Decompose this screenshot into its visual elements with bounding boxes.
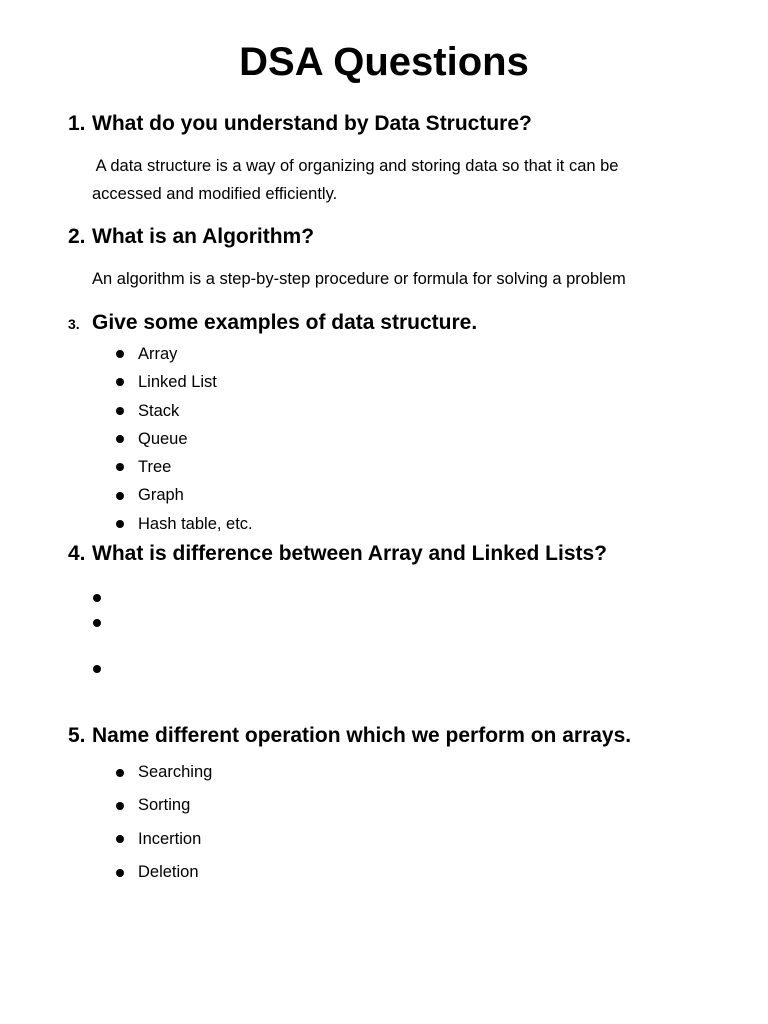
array-operations-list [112, 756, 212, 889]
bullet-icon [116, 435, 124, 443]
list-item: Incertion [112, 823, 212, 856]
list-item: Stack [112, 397, 253, 425]
question-number: 1. [68, 112, 86, 135]
bullet-icon [116, 869, 124, 877]
question-4-heading [68, 540, 607, 568]
bullet-icon [116, 802, 124, 810]
empty-bullet-icon [93, 594, 101, 602]
list-item: Queue [112, 425, 253, 453]
bullet-icon [116, 407, 124, 415]
bullet-icon [116, 769, 124, 777]
bullet-icon [116, 835, 124, 843]
list-item: Deletion [112, 856, 212, 889]
answer-1-line-2: accessed and modified efficiently. [92, 185, 338, 203]
data-structure-examples-list [112, 340, 253, 538]
question-text: What is difference between Array and Linked Lists? [92, 542, 608, 565]
question-5-heading [68, 722, 631, 750]
list-item: Linked List [112, 368, 253, 396]
question-1-heading [68, 110, 532, 138]
answer-2-line-1: An algorithm is a step-by-step procedure or formula for solving a problem [92, 270, 626, 288]
list-item: Graph [112, 481, 253, 509]
list-item: Sorting [112, 789, 212, 822]
bullet-icon [116, 463, 124, 471]
question-text: Name different operation which we perform on arrays. [92, 724, 632, 747]
question-text: What do you understand by Data Structure? [92, 112, 532, 135]
question-text: What is an Algorithm? [92, 225, 315, 248]
question-number: 4. [68, 542, 86, 565]
page-title: DSA Questions [239, 40, 529, 84]
answer-1-line-1: A data structure is a way of organizing and storing data so that it can be [92, 157, 619, 175]
list-item: Array [112, 340, 253, 368]
bullet-icon [116, 520, 124, 528]
list-item: Searching [112, 756, 212, 789]
bullet-icon [116, 378, 124, 386]
question-number: 5. [68, 724, 86, 747]
list-item: Hash table, etc. [112, 510, 253, 538]
question-3-heading [68, 309, 477, 338]
question-text: Give some examples of data structure. [92, 311, 478, 334]
question-number: 3. [68, 316, 80, 332]
empty-bullet-icon [93, 665, 101, 673]
list-item: Tree [112, 453, 253, 481]
bullet-icon [116, 492, 124, 500]
question-2-heading [68, 223, 314, 251]
question-number: 2. [68, 225, 86, 248]
empty-bullet-icon [93, 619, 101, 627]
bullet-icon [116, 350, 124, 358]
